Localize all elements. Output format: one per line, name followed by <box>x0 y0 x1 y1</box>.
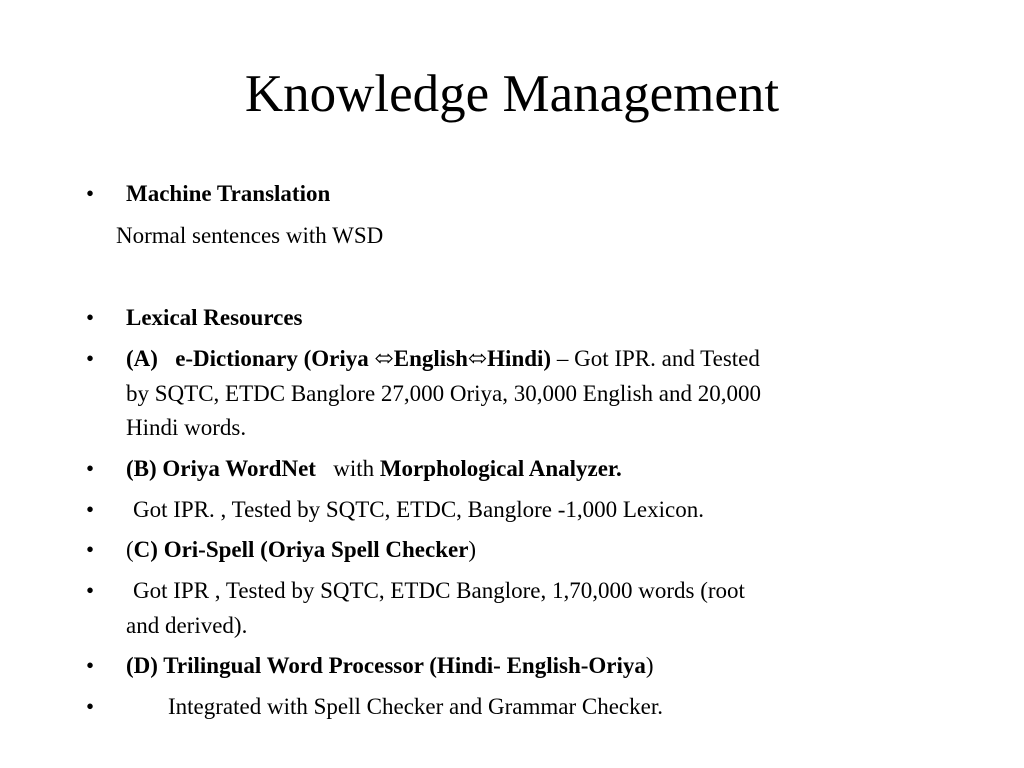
ori-spell-ipr-line2: and derived). <box>126 613 248 638</box>
trilingual-paren-close: ) <box>645 653 654 678</box>
bullet-lexical-resources <box>126 300 946 335</box>
ori-spell-paren-open: ( <box>126 537 134 562</box>
e-dictionary-ipr-text: – Got IPR. and Tested <box>551 346 760 371</box>
bullet-ori-spell <box>126 532 946 567</box>
bullet-icon: • <box>86 694 95 719</box>
bullet-icon: • <box>86 305 95 330</box>
e-dictionary-line3: Hindi words. <box>126 415 247 440</box>
bullet-icon: • <box>86 537 95 562</box>
ori-spell-paren-close: ) <box>468 537 477 562</box>
bullet-e-dictionary-line1 <box>126 341 946 376</box>
lexical-resources-heading: Lexical Resources <box>126 305 303 330</box>
trilingual-word-processor-title: (D) Trilingual Word Processor (Hindi- English-Oriya <box>126 653 646 678</box>
oriya-wordnet-title: (B) Oriya WordNet <box>126 456 316 481</box>
bullet-wordnet-ipr: Got IPR. , Tested by SQTC, ETDC, Banglore -1,000 Lexicon. <box>133 497 704 522</box>
e-dictionary-label: (A) <box>126 346 158 371</box>
e-dictionary-title: e-Dictionary (Oriya ⬄English⬄Hindi) <box>175 346 552 371</box>
bullet-icon: • <box>86 578 95 603</box>
morphological-analyzer-title: Morphological Analyzer. <box>379 456 622 481</box>
bullet-icon: • <box>86 497 95 522</box>
bullet-icon: • <box>86 346 95 371</box>
bullet-machine-translation <box>126 176 946 211</box>
oriya-wordnet-with: with <box>333 456 375 481</box>
ori-spell-title: C) Ori-Spell (Oriya Spell Checker <box>133 537 469 562</box>
slide-title: Knowledge Management <box>244 65 780 123</box>
bullet-trilingual-word-processor <box>126 648 946 683</box>
bullet-icon: • <box>86 456 95 481</box>
machine-translation-heading: Machine Translation <box>126 181 331 206</box>
bullet-icon: • <box>86 181 95 206</box>
machine-translation-subtext: Normal sentences with WSD <box>116 223 384 248</box>
e-dictionary-line2: by SQTC, ETDC Banglore 27,000 Oriya, 30,000 English and 20,000 <box>126 381 762 406</box>
bullet-icon: • <box>86 653 95 678</box>
ori-spell-ipr-line1: Got IPR , Tested by SQTC, ETDC Banglore, 1,70,000 words (root <box>133 578 745 603</box>
bullet-oriya-wordnet <box>126 451 946 486</box>
bullet-integrated-checkers: Integrated with Spell Checker and Grammar Checker. <box>168 694 663 719</box>
